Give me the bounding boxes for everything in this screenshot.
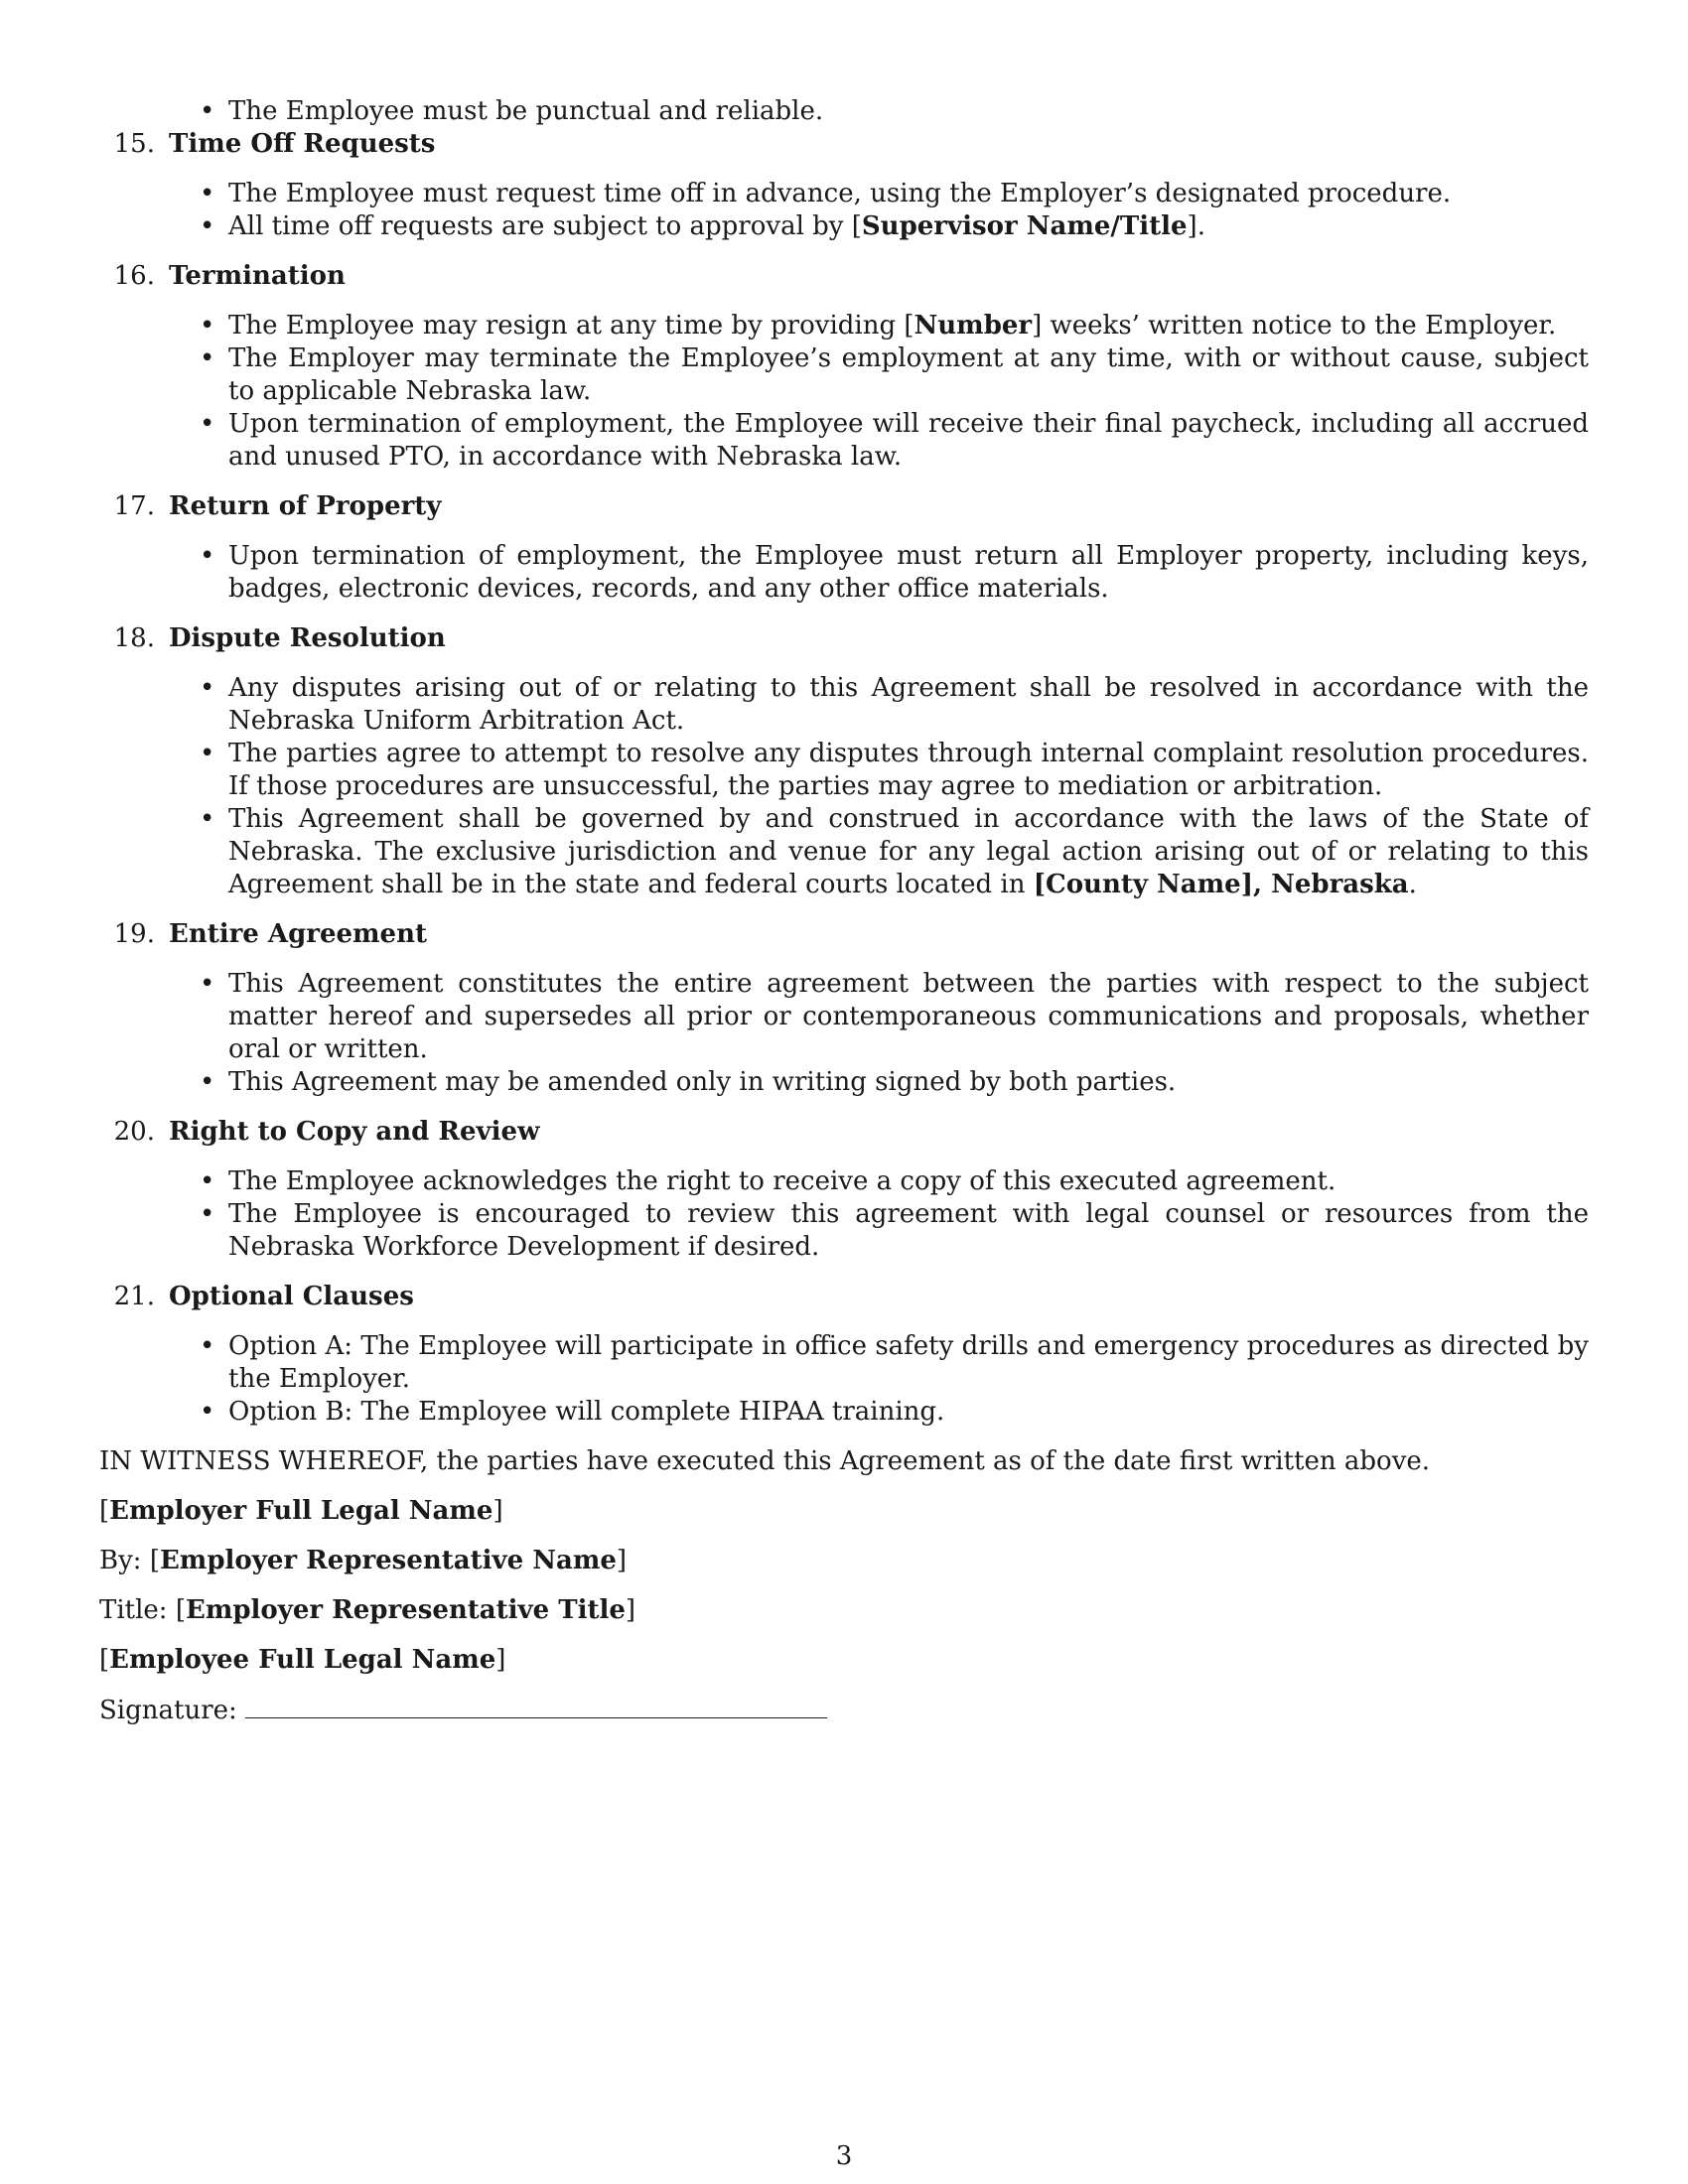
section-title: Termination [169,261,346,291]
list-item-text: The Employer may terminate the Employee’s employment at any time, with or without cause, subject to applicable Nebraska law. [228,343,1589,406]
list-item-text: . [1408,870,1417,899]
section-bullet-list [99,540,1589,606]
list-item [228,672,1589,738]
list-item-text: ]. [1187,211,1205,241]
employer-title-line: Title: [Employer Representative Title] [99,1595,636,1625]
section-heading [99,1281,1589,1313]
section-title: Right to Copy and Review [169,1117,540,1147]
employer-rep-line: By: [Employer Representative Name] [99,1546,628,1575]
section-bullet-list [99,310,1589,474]
employer-name-line: [Employer Full Legal Name] [99,1496,503,1526]
section-heading [99,260,1589,293]
section-number: 18. [113,623,155,653]
section-17 [99,490,1589,606]
section-number: 17. [113,491,155,521]
employee-name: Employee Full Legal Name [109,1645,496,1675]
list-item-text: This Agreement shall be governed by and construed in accordance with the laws of the State of Nebraska. The exclusive jurisdiction and venue for any legal action arising out of or relating to this Agreement shall be in the state and federal courts located in [228,804,1589,899]
section-title: Dispute Resolution [169,623,446,653]
section-heading [99,490,1589,523]
placeholder-field: [County Name], Nebraska [1033,870,1409,899]
section-18 [99,622,1589,901]
section-title: Time Off Requests [169,129,436,159]
list-item [228,968,1589,1066]
list-item-text: This Agreement may be amended only in writing signed by both parties. [228,1067,1177,1097]
employee-name-line: [Employee Full Legal Name] [99,1645,506,1675]
list-item [228,342,1589,408]
list-item-text: Any disputes arising out of or relating to this Agreement shall be resolved in accordance with the Nebraska Uniform Arbitration Act. [228,673,1589,736]
section-19 [99,918,1589,1099]
section-20 [99,1116,1589,1264]
list-item-text: Option A: The Employee will participate in office safety drills and emergency procedures as directed by the Employer. [228,1331,1589,1394]
section-heading [99,918,1589,951]
employer-name: Employer Full Legal Name [109,1496,493,1526]
section-bullet-list [99,968,1589,1099]
list-item-text: The parties agree to attempt to resolve any disputes through internal complaint resolution procedures. If those procedures are unsuccessful, the parties may agree to mediation or arbitration. [228,739,1589,801]
section-heading [99,622,1589,655]
list-item [228,408,1589,474]
list-item-text: Upon termination of employment, the Employee will receive their final paycheck, including all accrued and unused PTO, in accordance with Nebraska law. [228,409,1589,472]
employer-rep-name: Employer Representative Name [159,1546,617,1575]
list-item [228,1330,1589,1396]
signature-line [99,1694,1589,1727]
title-label: Title: [99,1595,168,1625]
employer-rep-title: Employer Representative Title [186,1595,626,1625]
section-16 [99,260,1589,474]
placeholder-field: Supervisor Name/Title [861,211,1188,241]
section-number: 16. [113,261,155,291]
list-item-text: Upon termination of employment, the Employee must return all Employer property, including keys, badges, electronic devices, records, and any other office materials. [228,541,1589,604]
list-item [228,1066,1589,1099]
witness-statement: IN WITNESS WHEREOF, the parties have executed this Agreement as of the date first written above. [99,1446,1431,1476]
list-item-text: All time off requests are subject to approval by [ [228,211,862,241]
list-item-text: The Employee is encouraged to review this agreement with legal counsel or resources from the Nebraska Workforce Development if desired. [228,1199,1589,1262]
signature-rule [245,1694,827,1718]
section-bullet-list [99,1165,1589,1264]
section-bullet-list [99,1330,1589,1429]
list-item-text: The Employee may resign at any time by providing [ [228,311,914,341]
section-number: 19. [113,919,155,949]
list-item [228,540,1589,606]
section-title: Entire Agreement [169,919,427,949]
page-number: 3 [835,2141,853,2171]
list-item-text: The Employee acknowledges the right to receive a copy of this executed agreement. [228,1166,1336,1196]
continued-bullet-list [99,95,1589,128]
list-item [228,310,1589,342]
sections-container [99,128,1589,1429]
list-item-text: Option B: The Employee will complete HIPAA training. [228,1397,945,1427]
list-item-text: This Agreement constitutes the entire agreement between the parties with respect to the subject matter hereof and supersedes all prior or contemporaneous communications and proposals, whether oral or written. [228,969,1589,1064]
signature-label: Signature: [99,1696,237,1725]
list-item [228,1198,1589,1264]
by-label: By: [99,1546,142,1575]
list-item: • The Employee must be punctual and reliable. [228,95,1589,128]
section-heading [99,1116,1589,1149]
section-number: 15. [113,129,155,159]
list-item-text: The Employee must request time off in advance, using the Employer’s designated procedure. [228,179,1452,208]
section-number: 21. [113,1282,155,1311]
list-item [228,803,1589,901]
list-item [228,1165,1589,1198]
section-heading [99,128,1589,161]
section-21 [99,1281,1589,1429]
section-15 [99,128,1589,243]
list-item [228,178,1589,210]
section-number: 20. [113,1117,155,1147]
section-title: Optional Clauses [169,1282,414,1311]
section-title: Return of Property [169,491,442,521]
section-bullet-list [99,178,1589,243]
list-item [228,1396,1589,1429]
list-item [228,738,1589,803]
document-page [99,95,1589,1744]
placeholder-field: Number [914,311,1033,341]
section-bullet-list [99,672,1589,901]
list-item-text: ] weeks’ written notice to the Employer. [1032,311,1557,341]
list-item [228,210,1589,243]
